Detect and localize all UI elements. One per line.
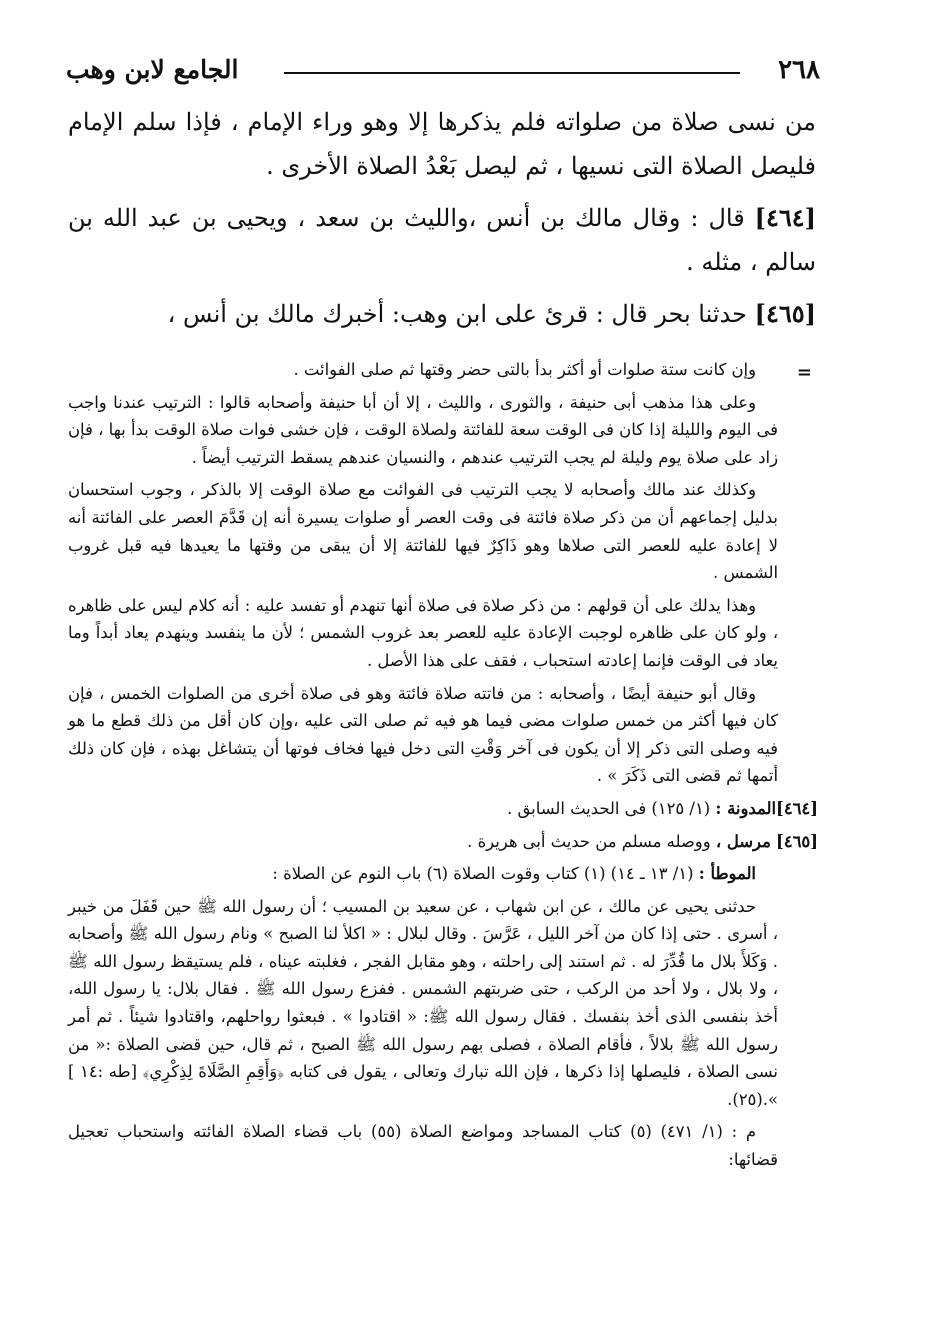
footnote-paragraph: وعلى هذا مذهب أبى حنيفة ، والثورى ، والليث ، إلا أن أبا حنيفة وأصحابه قالوا : الترتيب عندنا واجب فى اليوم والليلة إذا كان فى الوقت سعة للفائتة ولصلاة الوقت ، فإن خشى فوات صلاة الوقت بدأ بها ، فإن زاد على صلاة يوم وليلة لم يجب الترتيب عندهم ، والنسيان عندهم يسقط الترتيب أيضاً .: [68, 392, 778, 467]
page-header: [66, 52, 820, 92]
footnote-paragraph: حدثنى يحيى عن مالك ، عن ابن شهاب ، عن سعيد بن المسيب ؛ أن رسول الله ﷺ حين قَفَلَ من خيبر ، أسرى . حتى إذا كان من آخر الليل ، عَرَّسَ . وقال لبلال : « اكلأ لنا الصبح » ونام رسول الله ﷺ وأصحابه . وَكَلأَ بلال ما قُدِّرَ له . ثم استند إلى راحلته ، وهو مقابل الفجر ، فغلبته عيناه ، فلم يستيقظ رسول الله ﷺ ، ولا بلال ، ولا أحد من الركب ، حتى ضربتهم الشمس . ففزع رسول الله ﷺ . فقال بلال: يا رسول الله، أخذ بنفسى الذى أخذ بنفسك . فقال رسول الله ﷺ: « اقتادوا » . فبعثوا رواحلهم، واقتادوا شيئاً . ثم أمر رسول الله ﷺ بلالاً ، فأقام الصلاة ، فصلى بهم رسول الله ﷺ الصبح ، ثم قال، حين قضى الصلاة :« من نسى الصلاة ، فليصلها إذا ذكرها ، فإن الله تبارك وتعالى ، يقول فى كتابه ﴿وَأَقِمِ الصَّلَاةَ لِذِكْرِي﴾ [طه :١٤ ] ».(٢٥).: [68, 896, 778, 1109]
footnote-paragraph: وكذلك عند مالك وأصحابه لا يجب الترتيب فى الفوائت مع صلاة الوقت إلا بالذكر ، وجوب استحسان بدليل إجماعهم أن من ذكر صلاة فائتة فى وقت العصر أو صلوات يسيرة أنه إن قَدَّمَ العصر على الفائتة أنه لا إعادة عليه للعصر التى صلاها وهو ذَاكِرٌ فيها للفائتة إلا أن يبقى من وقتها ما يعيدها فيه قبل غروب الشمس .: [68, 480, 779, 583]
main-text: [68, 100, 816, 344]
main-paragraph: [٤٦٥] حدثنا بحر قال : قرئ على ابن وهب: أخبرك مالك بن أنس ،: [167, 299, 816, 328]
header-rule: [284, 72, 740, 74]
footnote-paragraph: وإن كانت ستة صلوات أو أكثر بدأ بالتى حضر وقتها ثم صلى الفوائت .: [293, 360, 756, 379]
footnote-paragraph: م : (١/ ٤٧١) (٥) كتاب المساجد ومواضع الصلاة (٥٥) باب قضاء الصلاة الفائته واستحباب تعجيل قضائها:: [68, 1122, 778, 1170]
footnote-paragraph: وهذا يدلك على أن قولهم : من ذكر صلاة فى صلاة أنها تنهدم أو تفسد عليه : أنه كلام ليس على ظاهره ، ولو كان على ظاهره لوجبت الإعادة عليه للعصر بعد غروب الشمس ؛ لأن ما ينفسد وينهدم يعاد أبداً وما يعاد فى الوقت فإنما إعادته استحباب ، فقف على هذا الأصل .: [68, 595, 778, 670]
page-number: ٢٦٨: [778, 55, 820, 85]
continuation-mark: =: [796, 362, 812, 383]
footnote-source: [٤٦٤]المدونة : (١/ ١٢٥) فى الحديث السابق .: [507, 798, 818, 818]
main-paragraph: من نسى صلاة من صلواته فلم يذكرها إلا وهو وراء الإمام ، فإذا سلم الإمام فليصل الصلاة التى نسيها ، ثم ليصل بَعْدُ الصلاة الأخرى .: [68, 108, 816, 180]
footnote-source: [٤٦٥] مرسل ، ووصله مسلم من حديث أبى هريرة .: [467, 831, 818, 851]
footnote-paragraph: وقال أبو حنيفة أيضًا ، وأصحابه : من فاتته صلاة فائتة وهو فى صلاة أخرى من الصلوات الخمس ، فإن كان فيها أكثر من خمس صلوات مضى فيما هو فيه ثم صلى التى عليه ،وإن كان أقل من ذلك قطع ما هو فيه وصلى التى ذكر إلا أن يكون فى آخر وَقْتِ التى دخل فيها فخاف فوتها أن يتشاغل بهذه ، فإن كان ذلك أتمها ثم قضى التى ذَكَرَ » .: [68, 683, 778, 786]
footnotes: [68, 356, 818, 1179]
main-paragraph: [٤٦٤] قال : وقال مالك بن أنس ،والليث بن سعد ، ويحيى بن عبد الله بن سالم ، مثله .: [68, 203, 816, 276]
footnote-source: الموطأ : (١/ ١٣ ـ ١٤) (١) كتاب وقوت الصلاة (٦) باب النوم عن الصلاة :: [272, 864, 756, 884]
running-title: الجامع لابن وهب: [66, 55, 239, 84]
hadith-number: [٤٦٤]: [754, 203, 816, 232]
hadith-number: [٤٦٥]: [754, 299, 816, 328]
